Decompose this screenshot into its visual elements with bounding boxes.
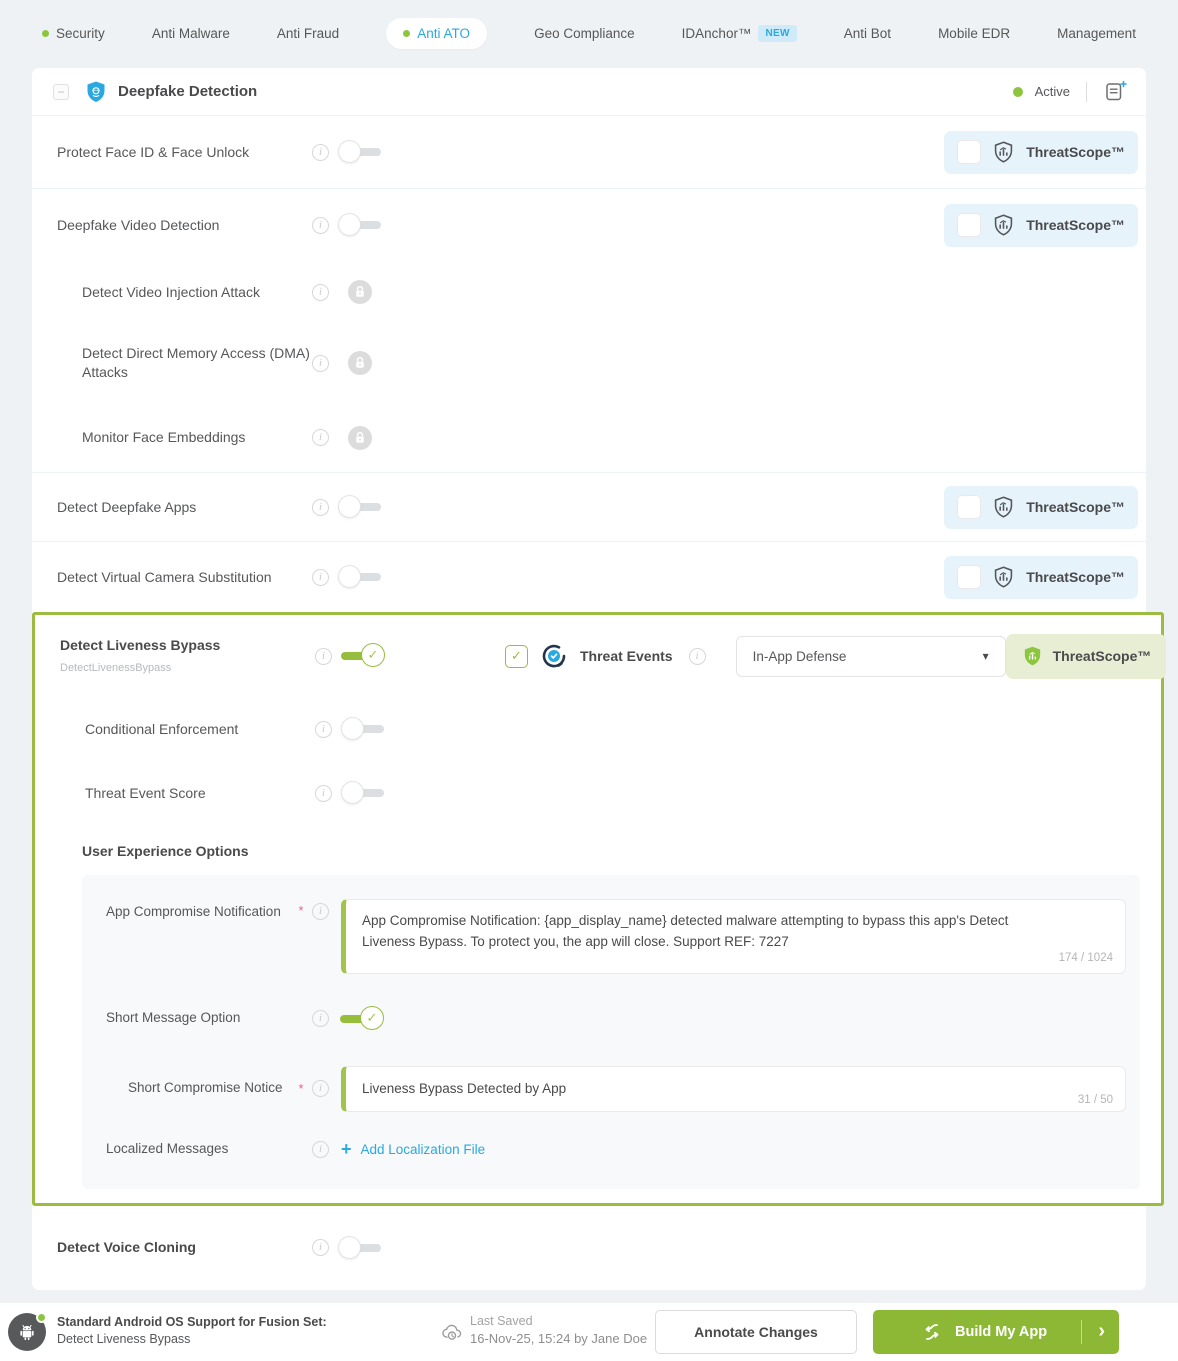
tab-mobile-edr[interactable] <box>938 26 1010 41</box>
row-protect-face-id <box>32 116 1146 189</box>
feature-label <box>60 636 315 676</box>
annotate-changes-button[interactable]: Annotate Changes <box>655 1310 857 1354</box>
feature-label: Detect Virtual Camera Substitution <box>57 568 272 585</box>
tab-label: Management <box>1057 25 1136 41</box>
threatscope-shield-icon <box>991 565 1016 590</box>
tab-label: Mobile EDR <box>938 25 1011 41</box>
required-icon: * <box>298 903 304 918</box>
field-label: Short Compromise Notice <box>128 1080 283 1096</box>
threatscope-label: ThreatScope™ <box>1026 569 1125 585</box>
top-nav <box>0 0 1178 52</box>
field-label: Localized Messages <box>106 1140 229 1156</box>
build-button-label: Build My App <box>955 1324 1048 1340</box>
threatscope-label: ThreatScope™ <box>1026 217 1125 233</box>
feature-label: Protect Face ID & Face Unlock <box>57 143 250 160</box>
dropdown-value: In-App Defense <box>752 648 847 664</box>
info-icon[interactable]: i <box>312 1010 329 1027</box>
add-note-icon[interactable] <box>1103 79 1128 104</box>
tab-anti-malware[interactable] <box>152 26 230 41</box>
info-icon[interactable]: i <box>312 1239 329 1256</box>
threat-events-label: Threat Events <box>580 648 673 664</box>
field-label: Short Message Option <box>106 1010 241 1026</box>
liveness-bypass-highlight-section <box>32 612 1164 1206</box>
online-dot <box>36 1312 47 1323</box>
last-saved-label: Last Saved <box>470 1314 533 1328</box>
divider <box>1081 1320 1082 1344</box>
status-text: Active <box>1034 84 1070 99</box>
tab-anti-ato[interactable] <box>386 18 487 49</box>
toggle-deepfake-apps[interactable] <box>338 494 384 520</box>
last-saved-value: 16-Nov-25, 15:24 by Jane Doe <box>470 1331 648 1346</box>
row-short-message-option <box>106 1006 1126 1032</box>
android-icon <box>16 1321 38 1343</box>
info-icon[interactable]: i <box>312 499 329 516</box>
platform-title: Standard Android OS Support for Fusion Set: <box>57 1315 327 1329</box>
feature-label: Deepfake Video Detection <box>57 216 220 233</box>
info-icon[interactable]: i <box>312 217 329 234</box>
threatscope-button[interactable] <box>944 556 1138 599</box>
deepfake-detection-card <box>32 68 1152 1290</box>
tab-anti-bot[interactable] <box>844 26 891 41</box>
platform-subtitle: Detect Liveness Bypass <box>57 1332 191 1346</box>
row-deepfake-video <box>32 189 1146 261</box>
toggle-short-message[interactable] <box>340 1006 386 1032</box>
row-liveness-bypass <box>35 615 1161 697</box>
tab-label: Anti Bot <box>843 25 892 41</box>
toggle-protect-face-id[interactable] <box>338 139 384 165</box>
check-icon: ✓ <box>361 643 385 667</box>
ux-options-header: User Experience Options <box>82 843 249 859</box>
row-threat-event-score <box>35 761 1161 825</box>
threatscope-checkbox[interactable] <box>957 495 981 519</box>
active-dot <box>403 30 410 37</box>
input-value: Liveness Bypass Detected by App <box>362 1080 567 1096</box>
info-icon[interactable]: i <box>315 648 332 665</box>
lock-icon <box>347 279 373 305</box>
toggle-liveness-bypass[interactable] <box>341 643 387 669</box>
build-my-app-button[interactable] <box>873 1310 1119 1354</box>
cloud-saved-icon <box>440 1320 465 1350</box>
info-icon[interactable]: i <box>312 569 329 586</box>
tab-geo-compliance[interactable] <box>534 26 635 41</box>
short-notice-input[interactable] <box>341 1066 1126 1112</box>
threatscope-button[interactable] <box>944 131 1138 174</box>
lock-icon <box>347 425 373 451</box>
lock-icon <box>347 350 373 376</box>
row-localized-messages <box>106 1140 1126 1159</box>
footer-bar <box>0 1303 1178 1361</box>
row-conditional-enforcement <box>35 697 1161 761</box>
toggle-voice-cloning[interactable] <box>338 1235 384 1261</box>
threatscope-button[interactable] <box>944 486 1138 529</box>
threatscope-shield-icon <box>991 495 1016 520</box>
status-dot <box>1013 87 1023 97</box>
tab-label: Anti Fraud <box>276 25 340 41</box>
threatscope-label: ThreatScope™ <box>1052 648 1152 664</box>
tab-label: Anti Malware <box>151 25 230 41</box>
row-app-compromise <box>106 899 1126 974</box>
tab-management[interactable] <box>1057 26 1136 41</box>
info-icon[interactable]: i <box>689 648 706 665</box>
info-icon[interactable]: i <box>312 429 329 446</box>
feature-label: Monitor Face Embeddings <box>82 429 246 446</box>
info-icon[interactable]: i <box>315 721 332 738</box>
row-voice-cloning <box>32 1206 1146 1290</box>
plus-icon: + <box>341 1139 352 1160</box>
threatscope-shield-icon <box>1021 645 1044 668</box>
feature-label: Conditional Enforcement <box>85 720 239 737</box>
deepfake-shield-icon <box>84 80 108 104</box>
active-dot <box>42 30 49 37</box>
feature-title: Detect Liveness Bypass <box>60 637 221 654</box>
tab-label: Security <box>56 25 105 41</box>
defense-dropdown[interactable] <box>736 636 1006 677</box>
feature-label: Detect Voice Cloning <box>57 1239 196 1256</box>
info-icon[interactable]: i <box>312 355 329 372</box>
feature-label: Detect Deepfake Apps <box>57 498 197 515</box>
threatscope-button-active[interactable] <box>1006 634 1167 679</box>
toggle-conditional-enforcement[interactable] <box>341 716 387 742</box>
threatscope-checkbox[interactable] <box>957 140 981 164</box>
build-icon <box>921 1321 943 1343</box>
threatscope-shield-icon <box>991 213 1016 238</box>
threat-events-checkbox[interactable]: ✓ <box>505 645 528 668</box>
toggle-virtual-camera[interactable] <box>338 564 384 590</box>
required-icon: * <box>298 1081 304 1097</box>
info-icon[interactable]: i <box>315 785 332 802</box>
feature-label: Detect Direct Memory Access (DMA) Attacks <box>82 345 310 380</box>
char-counter: 31 / 50 <box>1077 1093 1113 1106</box>
row-virtual-camera <box>32 542 1146 612</box>
card-header <box>32 68 1146 116</box>
row-deepfake-apps <box>32 473 1146 542</box>
row-monitor-embeddings <box>32 403 1146 473</box>
tab-security[interactable] <box>42 26 105 41</box>
tab-label: IDAnchor™ <box>681 25 752 41</box>
toggle-threat-event-score[interactable] <box>341 780 387 806</box>
check-icon: ✓ <box>360 1006 384 1030</box>
threatscope-shield-icon <box>991 140 1016 165</box>
feature-label: Detect Video Injection Attack <box>82 283 260 300</box>
tab-label: Geo Compliance <box>534 25 635 41</box>
threat-events-icon <box>540 642 568 670</box>
info-icon[interactable]: i <box>312 1080 329 1097</box>
row-short-notice <box>106 1066 1126 1112</box>
tab-anti-fraud[interactable] <box>277 26 339 41</box>
chevron-right-icon: › <box>1098 1319 1105 1342</box>
threatscope-checkbox[interactable] <box>957 565 981 589</box>
threatscope-label: ThreatScope™ <box>1026 499 1125 515</box>
android-avatar <box>8 1313 46 1351</box>
row-video-injection <box>32 261 1146 323</box>
feature-code: DetectLivenessBypass <box>60 662 172 675</box>
info-icon[interactable]: i <box>312 144 329 161</box>
add-localization-link[interactable] <box>341 1140 485 1158</box>
threatscope-button[interactable] <box>944 204 1138 247</box>
info-icon[interactable]: i <box>312 1141 329 1158</box>
divider <box>1086 82 1087 102</box>
ux-options-panel <box>82 875 1140 1189</box>
tab-idanchor[interactable] <box>682 25 797 42</box>
feature-label: Threat Event Score <box>85 784 206 801</box>
caret-down-icon: ▾ <box>982 649 989 663</box>
new-badge: NEW <box>758 25 796 42</box>
threatscope-label: ThreatScope™ <box>1026 144 1125 160</box>
info-icon[interactable]: i <box>312 284 329 301</box>
collapse-icon[interactable]: − <box>53 84 69 100</box>
threatscope-checkbox[interactable] <box>957 213 981 237</box>
info-icon[interactable]: i <box>312 903 329 920</box>
field-label: App Compromise Notification <box>106 904 281 919</box>
row-dma-attacks <box>32 323 1146 403</box>
toggle-deepfake-video[interactable] <box>338 212 384 238</box>
link-label: Add Localization File <box>360 1141 486 1157</box>
app-compromise-input[interactable] <box>341 899 1126 974</box>
char-counter: 174 / 1024 <box>1058 952 1113 965</box>
input-value: App Compromise Notification: {app_display_name} detected malware attempting to bypass this app's Detect Liveness Bypass. To protect you, the app will close. Support REF: 7227 <box>362 913 1009 949</box>
tab-label: Anti ATO <box>417 25 471 41</box>
card-title: Deepfake Detection <box>118 83 258 100</box>
